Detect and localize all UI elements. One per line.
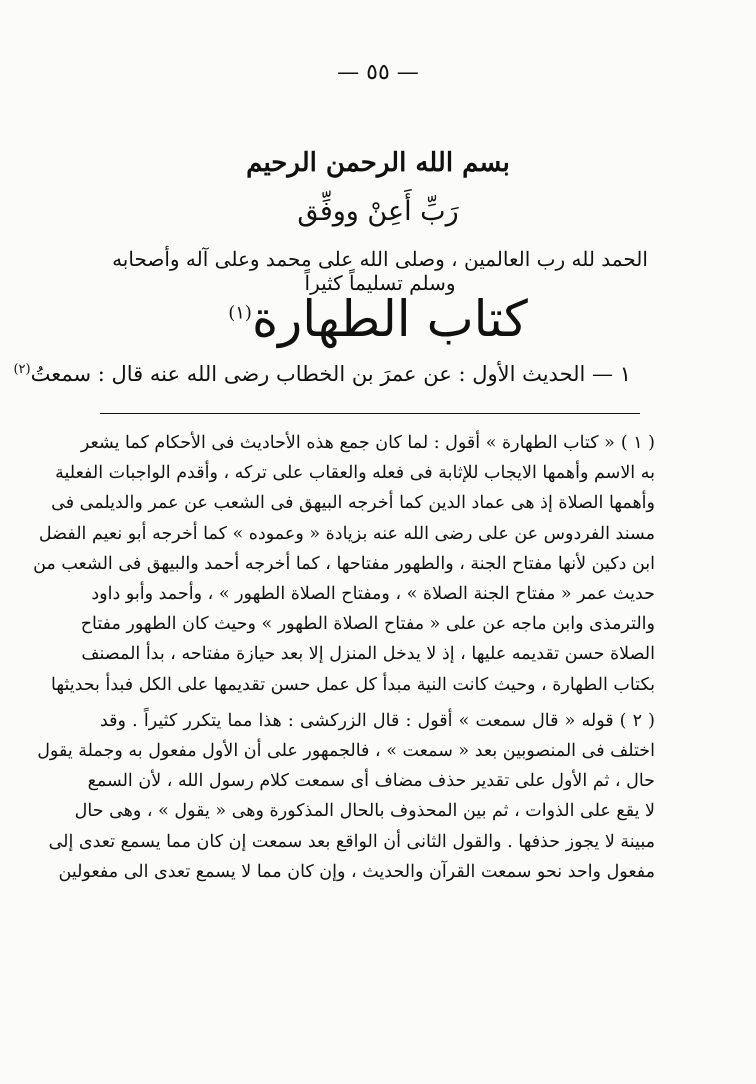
chapter-title bbox=[0, 290, 756, 348]
invocation: رَبِّ أَعِنْ ووفِّق bbox=[297, 196, 459, 227]
footnote-line: مسند الفردوس عن على رضى الله عنه بزيادة « وعموده » كما أخرجه أبو نعيم الفضل bbox=[38, 523, 655, 544]
page-number: — ٥٥ — bbox=[337, 60, 419, 85]
praise-line: الحمد لله رب العالمين ، وصلى الله على محمد وعلى آله وأصحابه وسلم تسليماً كثيراً bbox=[112, 247, 648, 295]
chapter-title-text: كتاب الطهارة bbox=[251, 290, 528, 348]
basmala-header: بسم الله الرحمن الرحيم bbox=[246, 148, 510, 178]
footnote-line: والترمذى وابن ماجه عن على « مفتاح الصلاة الطهور » وحيث كان الطهور مفتاح bbox=[80, 614, 655, 635]
footnote-line: اختلف فى المنصوبين بعد « سمعت » ، فالجمهور على أن الأول مفعول به وجملة يقول bbox=[37, 741, 655, 762]
footnote-line: مبينة لا يجوز حذفها . والقول الثانى أن الواقع بعد سمعت إن كان مما يسمع تعدى إلى bbox=[48, 831, 655, 852]
footnote-line: به الاسم وأهمها الايجاب للإثابة فى فعله والعقاب على تركه ، وأقدم الواجبات الفعلية bbox=[55, 463, 655, 484]
footnote-line: وأهمها الصلاة إذ هى عماد الدين كما أخرجه البيهق فى الشعب عن عمر والديلمى فى bbox=[51, 493, 655, 514]
footnote-marker: ( ٢ ) bbox=[619, 710, 656, 731]
footnote-line: حديث عمر « مفتاح الجنة الصلاة » ، ومفتاح الصلاة الطهور » ، وأحمد وأبو داود bbox=[91, 584, 655, 605]
footnote-line: ابن دكين لأنها مفتاح الجنة ، والطهور مفتاحها ، كما أخرجه أحمد والبيهق فى الشعب من bbox=[33, 553, 655, 574]
footnote-2 bbox=[37, 706, 656, 887]
footnote-line: بكتاب الطهارة ، وحيث كانت النية مبدأ كل عمل حسن تقديمها على الكل فبدأ بحديثها bbox=[51, 674, 655, 695]
footnote-1 bbox=[33, 428, 655, 700]
hadith-text: ١ — الحديث الأول : عن عمرَ بن الخطاب رضى الله عنه قال : سمعتُ bbox=[30, 362, 631, 386]
chapter-title-note-ref: (١) bbox=[228, 302, 252, 324]
footnotes bbox=[33, 428, 656, 893]
hadith-note-ref: (٢) bbox=[13, 362, 31, 377]
hadith-first-line bbox=[13, 362, 631, 386]
footnote-line: ( ٢ )قوله « قال سمعت » أقول : قال الزركشى : هذا مما يتكرر كثيراً . وقد bbox=[100, 710, 656, 731]
footnote-line: ( ١ )« كتاب الطهارة » أقول : لما كان جمع هذه الأحاديث فى الأحكام كما يشعر bbox=[80, 433, 655, 453]
footnote-line: الصلاة حسن تقديمه عليها ، إذ لا يدخل المنزل إلا بعد حيازة مفتاحه ، بدأ المصنف bbox=[81, 644, 655, 665]
footnote-marker: ( ١ ) bbox=[620, 433, 655, 453]
footnote-line: حال ، ثم الأول على تقدير حذف مضاف أى سمعت كلام رسول الله ، لأن السمع bbox=[87, 771, 655, 792]
footnote-line: مفعول واحد نحو سمعت القرآن والحديث ، وإن كان مما لا يسمع تعدى الى مفعولين bbox=[58, 861, 655, 882]
footnote-line: لا يقع على الذوات ، ثم بين المحذوف بالحال المذكورة وهى « يقول » ، وهى حال bbox=[74, 801, 655, 822]
footnote-divider bbox=[100, 413, 640, 414]
